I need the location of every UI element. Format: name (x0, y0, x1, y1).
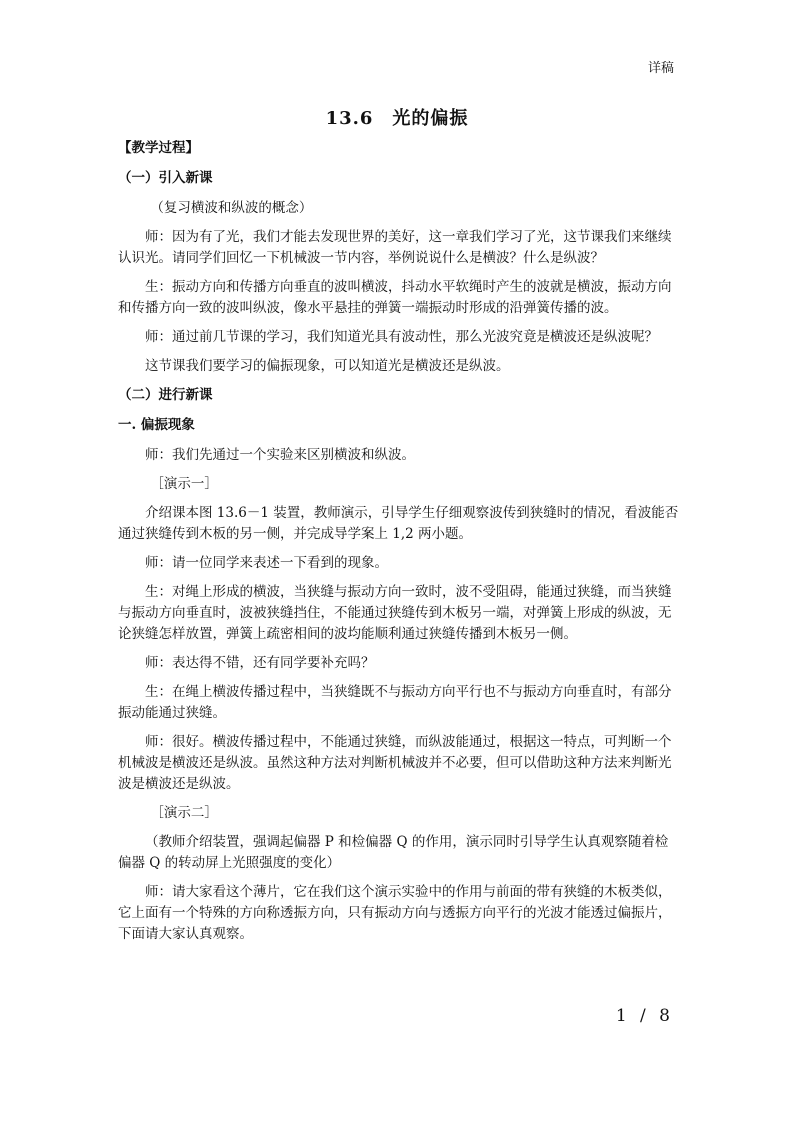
paragraph: 师：我们先通过一个实验来区别横波和纵波。 (145, 447, 415, 463)
paragraph: 生：在绳上横波传播过程中，当狭缝既不与振动方向平行也不与振动方向垂直时，有部分振动能通过狭缝。 (118, 684, 672, 721)
paragraph: 生：振动方向和传播方向垂直的波叫横波，抖动水平软绳时产生的波就是横波，振动方向和传播方向一致的波叫纵波，像水平悬挂的弹簧一端振动时形成的沿弹簧传播的波。 (118, 279, 672, 316)
demo-label: ［演示一］ (150, 476, 218, 492)
paragraph: 生：对绳上形成的横波，当狭缝与振动方向一致时，波不受阻碍，能通过狭缝，而当狭缝与振动方向垂直时，波被狭缝挡住，不能通过狭缝传到木板另一端，对弹簧上形成的纵波，无论狭缝怎样放置，弹簧上疏密相间的波均能顺利通过狭缝传播到木板另一侧。 (118, 584, 672, 642)
page-title: 13.6 光的偏振 (325, 108, 469, 129)
paragraph: 介绍课本图 13.6－1 装置，教师演示，引导学生仔细观察波传到狭缝时的情况，看波能否通过狭缝传到木板的另一侧，并完成导学案上 1,2 两小题。 (118, 505, 679, 542)
paragraph: （教师介绍装置，强调起偏器 P 和检偏器 Q 的作用，演示同时引导学生认真观察随着检偏器 Q 的转动屏上光照强度的变化） (118, 834, 669, 871)
section-heading-intro: （一）引入新课 (118, 170, 213, 186)
paragraph: 师：通过前几节课的学习，我们知道光具有波动性，那么光波究竟是横波还是纵波呢？ (145, 329, 658, 345)
section-heading-new-lesson: （二）进行新课 (118, 387, 213, 403)
paragraph: 师：请一位同学来表述一下看到的现象。 (145, 555, 388, 571)
document-body (118, 138, 680, 953)
demo-label: ［演示二］ (150, 805, 218, 821)
page-number: 1 / 8 (615, 1006, 674, 1026)
paragraph: 师：请大家看这个薄片，它在我们这个演示实验中的作用与前面的带有狭缝的木板类似，它上面有一个特殊的方向称透振方向，只有振动方向与透振方向平行的光波才能透过偏振片，下面请大家认真观察。 (118, 884, 672, 942)
paragraph: 师：表达得不错，还有同学要补充吗？ (145, 655, 375, 671)
paragraph: （复习横波和纵波的概念） (150, 200, 313, 216)
paragraph: 这节课我们要学习的偏振现象，可以知道光是横波还是纵波。 (145, 358, 510, 374)
paragraph: 师：很好。横波传播过程中，不能通过狭缝，而纵波能通过，根据这一特点，可判断一个机械波是横波还是纵波。虽然这种方法对判断机械波并不必要，但可以借助这种方法来判断光波是横波还是纵波。 (118, 734, 672, 792)
header-label: 详稿 (647, 61, 674, 76)
section-heading-teaching-process: 【教学过程】 (118, 140, 199, 156)
subsection-heading-polarization: 一. 偏振现象 (118, 417, 195, 433)
paragraph: 师：因为有了光，我们才能去发现世界的美好，这一章我们学习了光，这节课我们来继续认识光。请同学们回忆一下机械波一节内容，举例说说什么是横波？什么是纵波？ (118, 229, 672, 266)
